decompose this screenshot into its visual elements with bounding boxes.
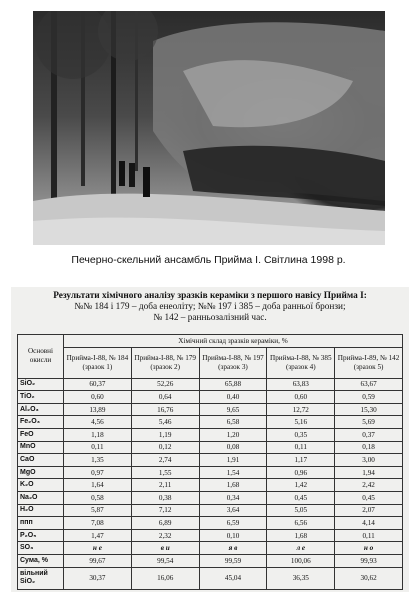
- value-cell: 0,45: [267, 491, 335, 504]
- photo-caption: Печерно-скельний ансамбль Прийма І. Світлина 1998 р.: [71, 254, 346, 266]
- value-cell: 99,54: [131, 554, 199, 567]
- oxide-label: ппп: [18, 517, 64, 530]
- sample-header: Прийма-І-89, № 142 (зразок 5): [335, 347, 403, 378]
- value-cell: 1,55: [131, 466, 199, 479]
- value-cell: 9,65: [199, 403, 267, 416]
- table-row: [18, 491, 403, 504]
- oxide-label: Al₂O₃: [18, 403, 64, 416]
- table-row: [18, 441, 403, 454]
- oxide-label: FeO: [18, 428, 64, 441]
- value-cell: 0,58: [64, 491, 132, 504]
- value-cell: 36,35: [267, 567, 335, 589]
- value-cell: 63,67: [335, 378, 403, 391]
- oxide-label: Fe₂O₃: [18, 416, 64, 429]
- sample-header: Прийма-І-88, № 197 (зразок 3): [199, 347, 267, 378]
- value-cell: 1,68: [267, 529, 335, 542]
- value-cell: 5,05: [267, 504, 335, 517]
- value-cell: 0,11: [267, 441, 335, 454]
- value-cell: 1,17: [267, 454, 335, 467]
- value-cell: 1,47: [64, 529, 132, 542]
- value-cell: 2,07: [335, 504, 403, 517]
- value-cell: 52,26: [131, 378, 199, 391]
- value-cell: 45,04: [199, 567, 267, 589]
- value-cell: 0,12: [131, 441, 199, 454]
- oxide-label: Сума, %: [18, 554, 64, 567]
- value-cell: 6,89: [131, 517, 199, 530]
- value-cell: 6,58: [199, 416, 267, 429]
- scanned-table-page: [11, 287, 409, 592]
- value-cell: л е: [267, 542, 335, 555]
- table-row: [18, 391, 403, 404]
- value-cell: 0,97: [64, 466, 132, 479]
- value-cell: 13,89: [64, 403, 132, 416]
- value-cell: 0,64: [131, 391, 199, 404]
- oxide-label: P₂O₅: [18, 529, 64, 542]
- value-cell: 16,06: [131, 567, 199, 589]
- value-cell: 7,08: [64, 517, 132, 530]
- value-cell: 3,64: [199, 504, 267, 517]
- value-cell: 0,10: [199, 529, 267, 542]
- oxide-label: Na₂O: [18, 491, 64, 504]
- value-cell: 0,96: [267, 466, 335, 479]
- value-cell: 0,38: [131, 491, 199, 504]
- table-body: [18, 378, 403, 589]
- value-cell: 1,94: [335, 466, 403, 479]
- value-cell: 1,68: [199, 479, 267, 492]
- value-cell: 0,11: [335, 529, 403, 542]
- value-cell: 12,72: [267, 403, 335, 416]
- table-subtitle-1: №№ 184 і 179 – доба енеоліту; №№ 197 і 385 – доба ранньої бронзи;: [74, 302, 346, 312]
- oxide-label: CaO: [18, 454, 64, 467]
- cave-rock-photo: [33, 11, 385, 245]
- sample-header: Прийма-І-88, № 385 (зразок 4): [267, 347, 335, 378]
- table-subtitle-2: № 142 – ранньозалізний час.: [153, 313, 267, 323]
- value-cell: 5,87: [64, 504, 132, 517]
- photo-drawing: [33, 11, 385, 245]
- table-row: [18, 454, 403, 467]
- value-cell: 0,11: [64, 441, 132, 454]
- value-cell: 2,32: [131, 529, 199, 542]
- value-cell: 1,42: [267, 479, 335, 492]
- value-cell: я в: [199, 542, 267, 555]
- value-cell: 0,18: [335, 441, 403, 454]
- value-cell: 65,88: [199, 378, 267, 391]
- value-cell: 99,59: [199, 554, 267, 567]
- sample-header-row: [18, 347, 403, 378]
- value-cell: 0,59: [335, 391, 403, 404]
- value-cell: 1,54: [199, 466, 267, 479]
- oxide-label: вільний SiO₂: [18, 567, 64, 589]
- table-row: [18, 542, 403, 555]
- value-cell: 99,67: [64, 554, 132, 567]
- value-cell: 2,11: [131, 479, 199, 492]
- value-cell: 5,16: [267, 416, 335, 429]
- value-cell: 1,35: [64, 454, 132, 467]
- value-cell: 4,14: [335, 517, 403, 530]
- oxide-label: H₂O: [18, 504, 64, 517]
- value-cell: 3,00: [335, 454, 403, 467]
- value-cell: н е: [64, 542, 132, 555]
- table-row: [18, 567, 403, 589]
- oxide-label: K₂O: [18, 479, 64, 492]
- value-cell: 6,59: [199, 517, 267, 530]
- table-header-row: [18, 335, 403, 348]
- value-cell: 30,37: [64, 567, 132, 589]
- value-cell: 1,91: [199, 454, 267, 467]
- value-cell: 1,18: [64, 428, 132, 441]
- value-cell: 0,35: [267, 428, 335, 441]
- value-cell: 100,06: [267, 554, 335, 567]
- table-row: [18, 529, 403, 542]
- value-cell: 16,76: [131, 403, 199, 416]
- table-row: [18, 554, 403, 567]
- table-row: [18, 479, 403, 492]
- value-cell: 7,12: [131, 504, 199, 517]
- table-row: [18, 466, 403, 479]
- base-oxides-header: Основні окисли: [18, 335, 64, 379]
- oxide-label: SiO₂: [18, 378, 64, 391]
- value-cell: 0,08: [199, 441, 267, 454]
- table-row: [18, 428, 403, 441]
- sample-header: Прийма-І-88, № 179 (зразок 2): [131, 347, 199, 378]
- value-cell: 99,93: [335, 554, 403, 567]
- value-cell: 4,56: [64, 416, 132, 429]
- table-row: [18, 403, 403, 416]
- value-cell: 15,30: [335, 403, 403, 416]
- table-row: [18, 416, 403, 429]
- value-cell: в и: [131, 542, 199, 555]
- value-cell: 0,60: [267, 391, 335, 404]
- sample-header: Прийма-І-88, № 184 (зразок 1): [64, 347, 132, 378]
- chemical-analysis-table: [17, 334, 403, 590]
- value-cell: 6,56: [267, 517, 335, 530]
- value-cell: 5,46: [131, 416, 199, 429]
- oxide-label: SO₃: [18, 542, 64, 555]
- table-row: [18, 504, 403, 517]
- oxide-label: MnO: [18, 441, 64, 454]
- oxide-label: MgO: [18, 466, 64, 479]
- table-row: [18, 378, 403, 391]
- table-title: Результати хімічного аналізу зразків кераміки з першого навісу Прийма І:: [53, 291, 367, 301]
- value-cell: 63,83: [267, 378, 335, 391]
- table-row: [18, 517, 403, 530]
- value-cell: н о: [335, 542, 403, 555]
- value-cell: 1,64: [64, 479, 132, 492]
- group-header: Хімічний склад зразків кераміки, %: [64, 335, 403, 348]
- value-cell: 2,74: [131, 454, 199, 467]
- value-cell: 0,34: [199, 491, 267, 504]
- value-cell: 0,37: [335, 428, 403, 441]
- value-cell: 60,37: [64, 378, 132, 391]
- value-cell: 0,45: [335, 491, 403, 504]
- value-cell: 0,40: [199, 391, 267, 404]
- oxide-label: TiO₂: [18, 391, 64, 404]
- value-cell: 1,19: [131, 428, 199, 441]
- value-cell: 2,42: [335, 479, 403, 492]
- value-cell: 30,62: [335, 567, 403, 589]
- value-cell: 1,20: [199, 428, 267, 441]
- value-cell: 0,60: [64, 391, 132, 404]
- value-cell: 5,69: [335, 416, 403, 429]
